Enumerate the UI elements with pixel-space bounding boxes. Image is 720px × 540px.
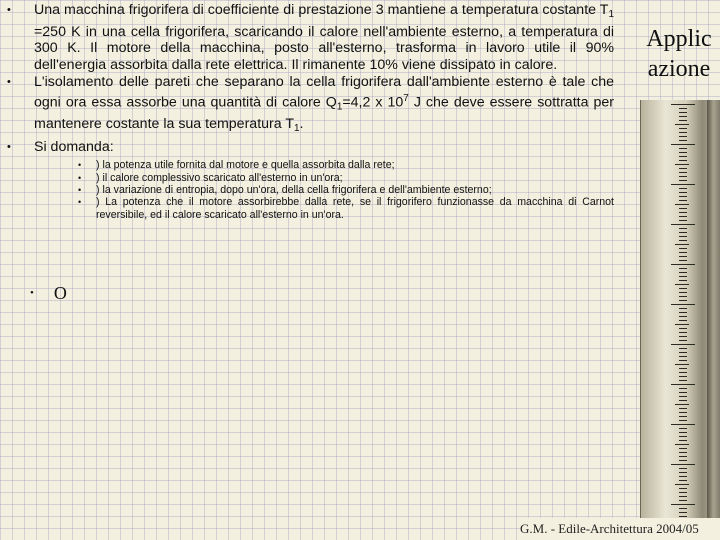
ruler-tick: [679, 116, 687, 117]
ruler-tick: [679, 296, 687, 297]
ruler-tick: [675, 124, 689, 125]
ruler-tick: [679, 392, 687, 393]
question-text: ) la potenza utile fornita dal motore e quella assorbita dalla rete;: [96, 159, 395, 172]
ruler-tick: [679, 312, 687, 313]
ruler-tick: [671, 304, 695, 305]
ruler-tick: [675, 324, 689, 325]
ruler-tick: [675, 444, 689, 445]
bullet-problem-statement: [4, 2, 614, 73]
ruler-tick: [679, 480, 687, 481]
ruler-tick: [679, 316, 687, 317]
ruler-tick: [671, 424, 695, 425]
ruler-tick: [679, 272, 687, 273]
ruler-tick: [679, 208, 687, 209]
ruler-tick: [679, 436, 687, 437]
ruler-tick: [671, 144, 695, 145]
ruler-tick: [679, 372, 687, 373]
ruler-tick: [679, 388, 687, 389]
ruler-tick: [679, 292, 687, 293]
ruler-tick: [679, 148, 687, 149]
question-text: ) il calore complessivo scaricato all'esterno in un'ora;: [96, 171, 343, 184]
bullet-dot: •: [7, 76, 11, 89]
slide-title: Applic azione: [646, 26, 712, 82]
bullet-text: L'isolamento delle pareti che separano la cella frigorifera dall'ambiente esterno è tale che ogni ora essa assorbe una quantità di calore Q: [34, 74, 614, 111]
ruler-image: [640, 100, 720, 518]
ruler-tick: [671, 504, 695, 505]
ruler-tick: [679, 248, 687, 249]
extra-bullet: [30, 283, 67, 304]
ruler-tick: [679, 340, 687, 341]
ruler-tick: [679, 192, 687, 193]
ruler-tick: [679, 176, 687, 177]
ruler-tick: [679, 212, 687, 213]
ruler-tick: [679, 128, 687, 129]
ruler-tick: [671, 464, 695, 465]
ruler-tick: [675, 204, 689, 205]
ruler-tick: [679, 348, 687, 349]
ruler-tick: [679, 268, 687, 269]
ruler-tick: [679, 168, 687, 169]
bullet-dot: •: [7, 140, 11, 153]
ruler-tick: [679, 400, 687, 401]
bullet-dot: •: [30, 287, 34, 299]
ruler-tick: [679, 232, 687, 233]
question-text: ) la variazione di entropia, dopo un'ora, della cella frigorifera e dell'ambiente esterno;: [96, 184, 492, 197]
ruler-tick: [675, 284, 689, 285]
bullet-text: .: [299, 116, 304, 133]
ruler-tick: [671, 184, 695, 185]
slide-body: [4, 2, 614, 221]
ruler-tick: [679, 352, 687, 353]
ruler-tick: [679, 308, 687, 309]
subscript: 1: [608, 9, 614, 20]
ruler-tick: [679, 472, 687, 473]
question-item: [76, 184, 614, 196]
question-text: ) La potenza che il motore assorbirebbe dalla rete, se il frigorifero funzionasse da macchina di Carnot reversibile, ed il calore scaricato all'esterno in un'ora.: [96, 196, 614, 221]
extra-bullet-text: O: [53, 283, 67, 303]
ruler-tick: [679, 228, 687, 229]
ruler-tick: [675, 244, 689, 245]
subscript: 1: [294, 123, 300, 135]
ruler-tick: [679, 300, 687, 301]
ruler-tick: [671, 344, 695, 345]
ruler-tick: [679, 216, 687, 217]
bullet-text: =4,2 x 10: [342, 94, 404, 111]
ruler-tick: [679, 500, 687, 501]
ruler-tick: [679, 256, 687, 257]
ruler-tick: [671, 104, 695, 105]
ruler-tick: [679, 236, 687, 237]
ruler-tick: [679, 476, 687, 477]
ruler-tick: [679, 356, 687, 357]
bullet-dot: •: [78, 160, 82, 171]
ruler-tick: [679, 156, 687, 157]
ruler-tick: [679, 120, 687, 121]
bullet-dot: •: [78, 197, 82, 208]
ruler-tick: [679, 376, 687, 377]
ruler-tick: [679, 460, 687, 461]
ruler-tick: [679, 468, 687, 469]
ruler-tick: [679, 452, 687, 453]
ruler-tick: [679, 112, 687, 113]
ruler-tick: [679, 456, 687, 457]
ruler-tick: [679, 496, 687, 497]
ruler-tick: [679, 516, 687, 517]
ruler-tick: [679, 280, 687, 281]
bullet-dot: •: [7, 4, 11, 16]
ruler-tick: [679, 512, 687, 513]
ruler-tick: [679, 492, 687, 493]
superscript: 7: [403, 92, 409, 104]
ruler-tick: [679, 416, 687, 417]
ruler-tick: [679, 368, 687, 369]
ruler-tick: [679, 188, 687, 189]
bullet-insulation: [4, 74, 614, 138]
question-item: [76, 159, 614, 171]
ruler-tick: [671, 224, 695, 225]
ruler-tick: [679, 160, 687, 161]
ruler-tick: [679, 288, 687, 289]
question-list: [76, 159, 614, 220]
ruler-tick: [679, 132, 687, 133]
ruler-tick: [679, 412, 687, 413]
ruler-tick: [679, 196, 687, 197]
ruler-tick: [679, 332, 687, 333]
question-item: [76, 196, 614, 221]
subscript: 1: [336, 101, 343, 113]
ruler-tick: [679, 420, 687, 421]
ruler-tick: [679, 428, 687, 429]
ruler-tick: [675, 404, 689, 405]
ruler-tick: [675, 364, 689, 365]
bullet-text: Una macchina frigorifera di coefficiente di prestazione 3 mantiene a temperatura costante T: [34, 2, 609, 18]
ruler-tick: [679, 336, 687, 337]
ruler-tick: [679, 320, 687, 321]
bullet-text: =250 K in una cella frigorifera, scaricando il calore nell'ambiente esterno, a temperatura di 300 K. Il motore della macchina, posto all'esterno, trasforma in lavoro utile il 90% dell'energia assorbita dalla rete elettrica. Il rimanente 10% viene dissipato in calore.: [34, 23, 614, 73]
bullet-dot: •: [78, 172, 82, 183]
ruler-tick: [679, 432, 687, 433]
ruler-tick: [679, 152, 687, 153]
ruler-tick: [679, 136, 687, 137]
ruler-tick: [679, 440, 687, 441]
ruler-tick: [679, 380, 687, 381]
ruler-tick: [671, 384, 695, 385]
ruler-tick: [679, 276, 687, 277]
ruler-tick: [679, 140, 687, 141]
ruler-tick: [679, 328, 687, 329]
question-item: [76, 172, 614, 184]
ruler-tick: [679, 360, 687, 361]
ruler-edge: [707, 100, 720, 518]
ruler-tick: [679, 448, 687, 449]
bullet-dot: •: [78, 185, 82, 196]
ruler-tick: [679, 396, 687, 397]
ruler-tick: [679, 220, 687, 221]
ruler-tick: [679, 172, 687, 173]
bullet-question-intro: [4, 139, 614, 156]
ruler-tick: [679, 252, 687, 253]
footer-text: G.M. - Edile-Architettura 2004/05: [520, 518, 720, 540]
ruler-tick: [679, 108, 687, 109]
ruler-tick: [679, 200, 687, 201]
ruler-tick: [675, 484, 689, 485]
ruler-tick: [679, 488, 687, 489]
ruler-tick: [679, 408, 687, 409]
ruler-tick: [671, 264, 695, 265]
ruler-tick: [679, 240, 687, 241]
ruler-tick: [675, 164, 689, 165]
bullet-text: Si domanda:: [34, 138, 114, 155]
ruler-tick: [679, 260, 687, 261]
ruler-tick: [679, 508, 687, 509]
ruler-tick: [679, 180, 687, 181]
bullet-text: J che deve essere sottratta per mantenere costante la sua temperatura T: [34, 94, 614, 133]
